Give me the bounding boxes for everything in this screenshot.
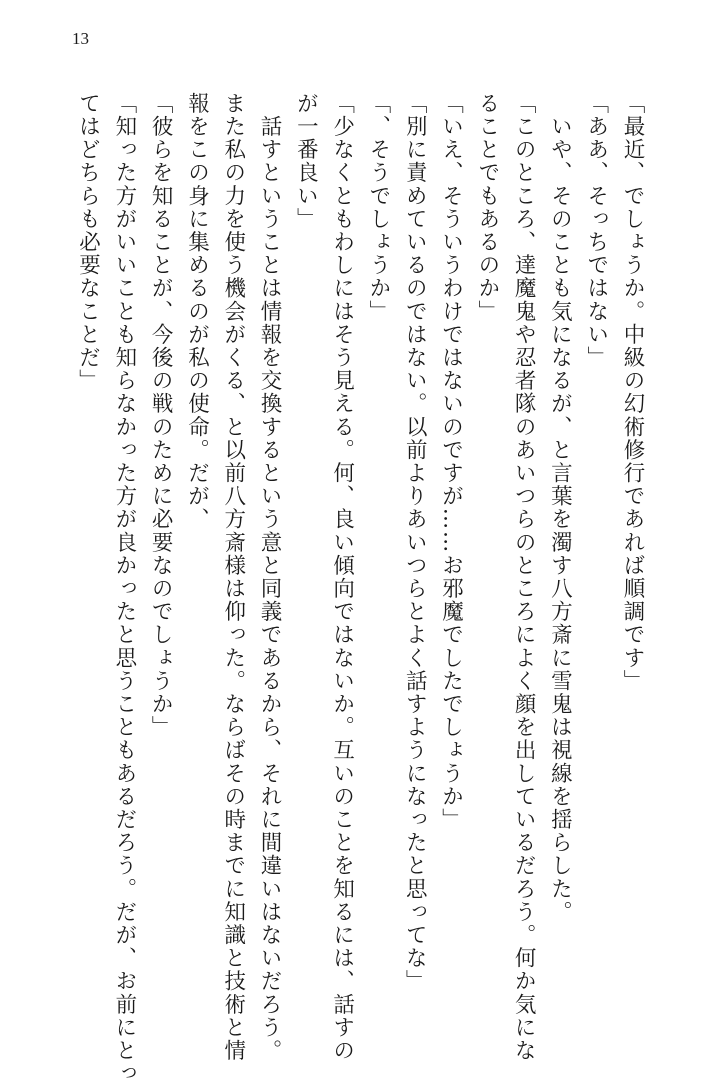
text-line: また私の力を使う機会がくる、と以前八方斎様は仰った。ならばその時までに知識と技術と情 bbox=[220, 92, 246, 1063]
text-line: てはどちらも必要なことだ」 bbox=[75, 92, 101, 393]
text-line: 報をこの身に集めるのが私の使命。だが、 bbox=[184, 92, 210, 531]
text-line: 「最近、でしょうか。中級の幻術修行であれば順調です」 bbox=[620, 92, 645, 693]
text-line: 「少なくともわしにはそう見える。何、良い傾向ではないか。互いのことを知るには、話すの bbox=[329, 92, 355, 1063]
text-line: 「別に責めているのではない。以前よりあいつらとよく話すようになったと思ってな」 bbox=[402, 92, 428, 993]
text-line: 「このところ、達魔鬼や忍者隊のあいつらのところによく顔を出しているだろう。何か気にな bbox=[511, 92, 537, 1063]
text-line: 「知った方がいいことも知らなかった方が良かったと思うこともあるだろう。だが、お前にとっ bbox=[111, 92, 137, 1085]
text-line: 話すということは情報を交換するという意と同義であるから、それに間違いはないだろう。 bbox=[257, 92, 283, 1063]
vertical-text-body bbox=[69, 92, 650, 1085]
text-line: 「いえ、そういうわけではないのですが……お邪魔でしたでしょうか」 bbox=[438, 92, 464, 832]
text-line: ることでもあるのか」 bbox=[474, 92, 500, 323]
text-line: いや、そのことも気になるが、と言葉を濁す八方斎に雪鬼は視線を揺らした。 bbox=[547, 92, 573, 924]
text-line: 「彼らを知ることが、今後の戦のために必要なのでしょうか」 bbox=[148, 92, 174, 739]
text-line: 「ああ、そっちではない」 bbox=[583, 92, 609, 370]
text-line: が一番良い」 bbox=[293, 92, 319, 231]
page-number: 13 bbox=[72, 29, 89, 48]
text-line: 「、そうでしょうか」 bbox=[365, 92, 391, 323]
